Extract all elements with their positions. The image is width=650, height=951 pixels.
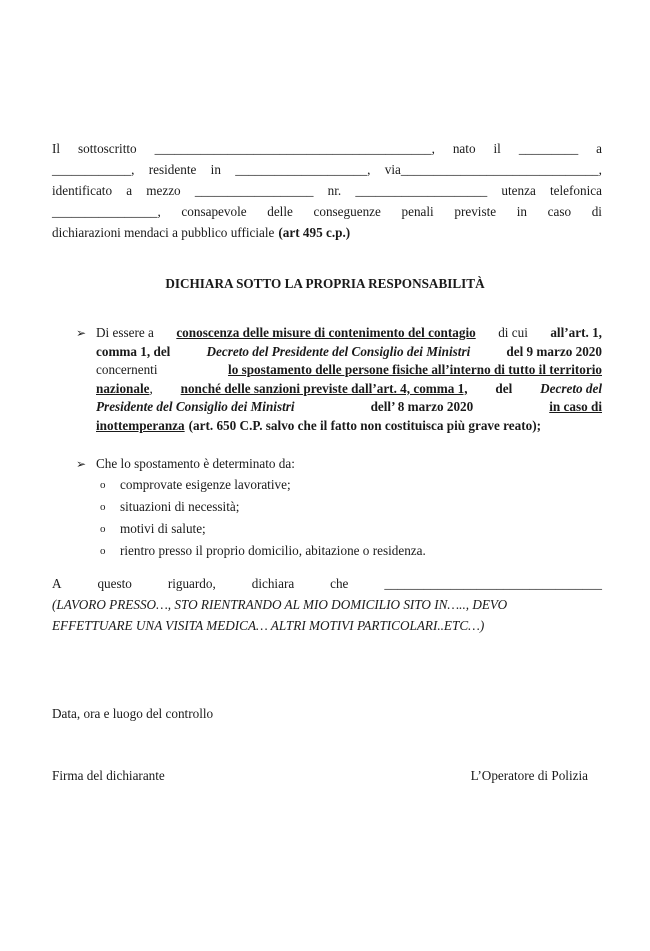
decl1-text: conoscenza delle misure di contenimento del contagio [176, 325, 476, 340]
decl1-text: comma 1, del [96, 343, 171, 359]
date-time-place-label: Data, ora e luogo del controllo [52, 706, 214, 721]
decl1-text: del [495, 380, 513, 396]
reason-options-list [76, 474, 602, 562]
decl1-text: Decreto del Presidente del Consiglio dei Ministri [206, 343, 471, 359]
decl1-text: nazionale [96, 380, 150, 396]
intro-word: mezzo [146, 183, 181, 198]
street-blank: via______________________________, [384, 162, 602, 177]
phone-blank: ________________, [52, 204, 161, 219]
list-item [96, 518, 602, 540]
reason-option-label: comprovate esigenze lavorative; [120, 476, 291, 492]
residence-blank: ____________________, [235, 162, 371, 177]
decl1-line [96, 324, 602, 343]
declaration-heading: DICHIARA SOTTO LA PROPRIA RESPONSABILITÀ [165, 276, 485, 291]
decl1-text: lo spostamento delle persone fisiche all’interno di tutto il territorio [228, 362, 602, 377]
intro-word: sottoscritto [78, 141, 137, 156]
intro-word: delle [267, 204, 293, 219]
intro-line-5 [52, 222, 602, 243]
regard-word: questo [97, 576, 132, 591]
regard-word: A [52, 576, 62, 591]
name-blank: __________________________________________, [154, 141, 435, 156]
list-item [96, 474, 602, 496]
declaration-item-2 [76, 455, 602, 474]
intro-word: Il [52, 141, 61, 156]
intro-word: penali [401, 204, 434, 219]
reason-blank: _________________________________ [384, 576, 602, 591]
intro-line-3 [52, 180, 602, 201]
intro-word: residente [148, 162, 197, 177]
intro-word: nato [452, 141, 476, 156]
decl1-text: inottemperanza [96, 417, 185, 433]
birthdate-blank: _________ [518, 141, 579, 156]
decl1-text: del 9 marzo 2020 [506, 343, 602, 359]
decl1-line [96, 343, 602, 362]
regard-paragraph [52, 573, 602, 636]
decl1-text: di cui [498, 325, 528, 340]
intro-word: identificato [52, 183, 113, 198]
circle-bullet-icon: o [100, 478, 106, 491]
decl1-text: nonché delle sanzioni previste dall’art. 4, comma 1, [180, 380, 468, 396]
list-item [96, 496, 602, 518]
decl1-line [96, 380, 602, 399]
id-number-blank: ____________________ [355, 183, 488, 198]
birthplace-blank: ____________, [52, 162, 135, 177]
declaration-list [76, 324, 602, 562]
decl1-text: all’art. 1, [550, 325, 602, 340]
reason-option-label: rientro presso il proprio domicilio, abitazione o residenza. [120, 542, 426, 558]
intro-paragraph [52, 138, 602, 243]
regard-word: che [330, 576, 349, 591]
intro-word: consapevole [181, 204, 247, 219]
circle-bullet-icon: o [100, 544, 106, 557]
intro-word: in [210, 162, 221, 177]
decl1-text-group [96, 380, 153, 399]
declaration-item-1 [76, 324, 602, 435]
intro-word: il [493, 141, 501, 156]
decl1-text: dell’ 8 marzo 2020 [370, 399, 474, 414]
regard-note-line-1 [52, 594, 602, 615]
regard-word: riguardo, [167, 576, 216, 591]
intro-word: in [516, 204, 527, 219]
declarant-signature-label: Firma del dichiarante [52, 768, 165, 783]
decl1-line [96, 398, 602, 417]
regard-word: dichiara [251, 576, 295, 591]
intro-word: caso [547, 204, 572, 219]
decl1-text: Di essere a [96, 325, 154, 340]
police-operator-label: L’Operatore di Polizia [470, 768, 588, 783]
decl1-text: in caso di [549, 399, 602, 414]
intro-word: a [126, 183, 133, 198]
decl1-line [96, 361, 602, 380]
decl1-line [96, 417, 602, 436]
circle-bullet-icon: o [100, 500, 106, 513]
regard-note: (LAVORO PRESSO…, STO RIENTRANDO AL MIO DOMICILIO SITO IN….., DEVO [52, 597, 508, 612]
intro-word: di [591, 204, 602, 219]
decl1-text: (art. 650 C.P. salvo che il fatto non costituisca più grave reato); [188, 417, 541, 433]
decl2-lead: Che lo spostamento è determinato da: [96, 456, 295, 471]
intro-line-2 [52, 159, 602, 180]
intro-line-4 [52, 201, 602, 222]
intro-word: nr. [327, 183, 342, 198]
intro-word: utenza [501, 183, 536, 198]
intro-word: a [596, 141, 602, 156]
decl1-text: Decreto del [540, 380, 602, 396]
decl1-text: , [149, 380, 153, 396]
intro-line-5-text: dichiarazioni mendaci a pubblico ufficiale [52, 225, 275, 240]
decl1-text: Presidente del Consiglio dei Ministri [96, 399, 295, 414]
id-document-blank: __________________ [194, 183, 314, 198]
decl1-text: concernenti [96, 362, 158, 377]
reason-option-label: situazioni di necessità; [120, 498, 240, 514]
arrow-bullet-icon: ➢ [76, 326, 87, 340]
intro-word: conseguenze [313, 204, 381, 219]
intro-line-1 [52, 138, 602, 159]
regard-note-line-2: EFFETTUARE UNA VISITA MEDICA… ALTRI MOTIVI PARTICOLARI..ETC…) [52, 618, 485, 633]
intro-word: previste [454, 204, 497, 219]
intro-word: telefonica [549, 183, 602, 198]
regard-line [52, 573, 602, 594]
arrow-bullet-icon: ➢ [76, 457, 87, 471]
circle-bullet-icon: o [100, 522, 106, 535]
list-item [96, 540, 602, 562]
article-reference: (art 495 c.p.) [278, 225, 351, 240]
reason-option-label: motivi di salute; [120, 520, 206, 536]
